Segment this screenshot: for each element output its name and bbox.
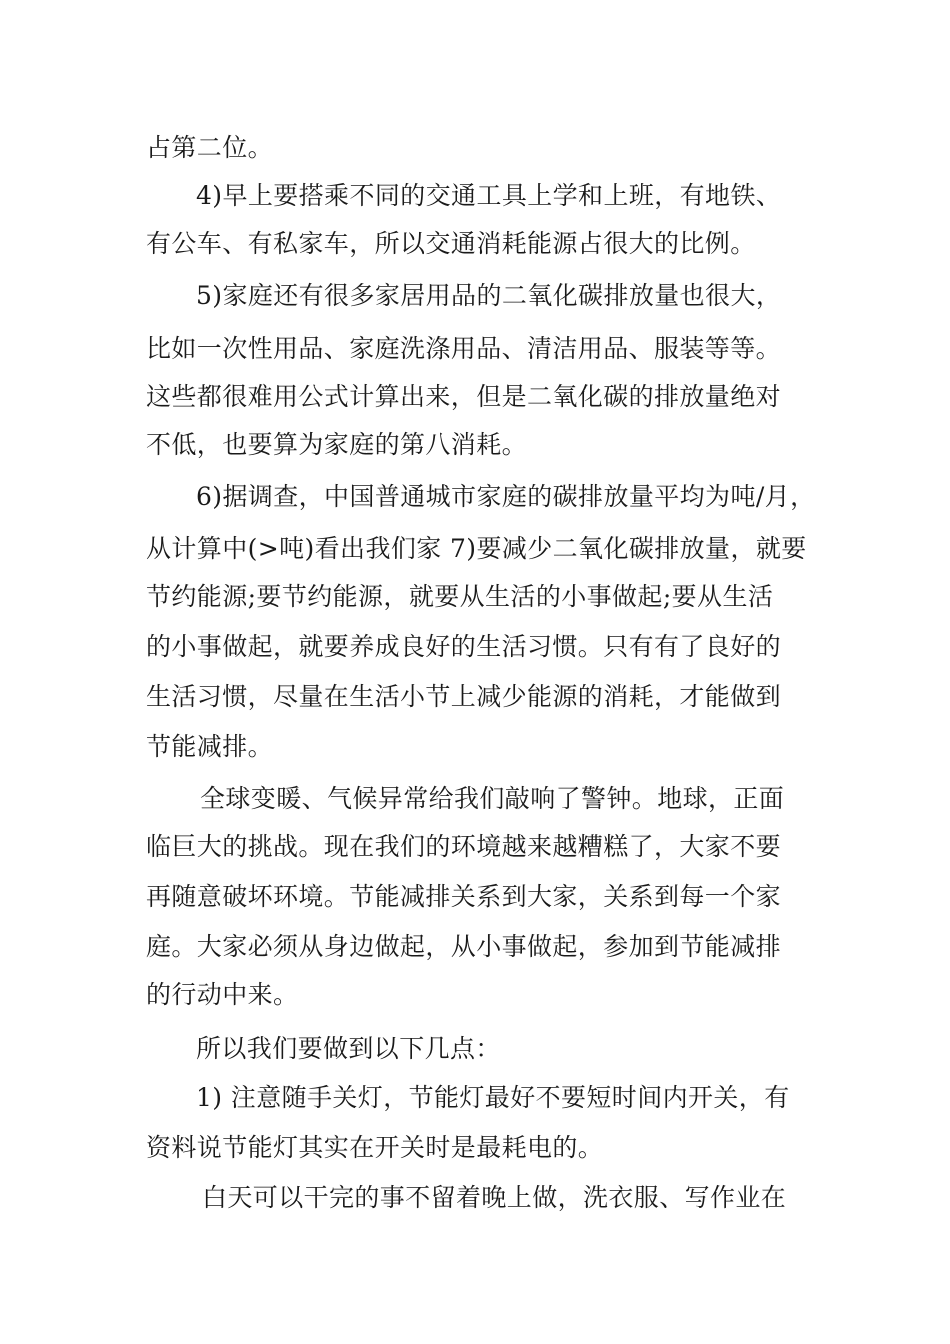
text-line: 再随意破坏环境。节能减排关系到大家，关系到每一个家 <box>146 882 782 911</box>
text-line: 白天可以干完的事不留着晚上做，洗衣服、写作业在 <box>202 1183 787 1212</box>
text-line: 比如一次性用品、家庭洗涤用品、清洁用品、服装等等。 <box>146 334 782 363</box>
text-line: 这些都很难用公式计算出来，但是二氧化碳的排放量绝对 <box>146 382 782 411</box>
text-line: 1) 注意随手关灯，节能灯最好不要短时间内开关，有 <box>196 1083 790 1112</box>
text-line: 不低，也要算为家庭的第八消耗。 <box>146 430 528 459</box>
text-line: 有公车、有私家车，所以交通消耗能源占很大的比例。 <box>146 229 756 258</box>
text-line: 节约能源;要节约能源，就要从生活的小事做起;要从生活 <box>146 582 774 611</box>
text-line: 资料说节能灯其实在开关时是最耗电的。 <box>146 1133 604 1162</box>
text-line: 庭。大家必须从身边做起，从小事做起，参加到节能减排 <box>146 932 782 961</box>
text-line: 全球变暖、气候异常给我们敲响了警钟。地球，正面 <box>200 784 785 813</box>
text-line: 5)家庭还有很多家居用品的二氧化碳排放量也很大， <box>196 281 782 310</box>
text-line: 的小事做起，就要养成良好的生活习惯。只有有了良好的 <box>146 632 782 661</box>
text-line: 临巨大的挑战。现在我们的环境越来越糟糕了，大家不要 <box>146 832 782 861</box>
text-line: 所以我们要做到以下几点： <box>196 1034 501 1063</box>
text-line: 4)早上要搭乘不同的交通工具上学和上班，有地铁、 <box>196 181 782 210</box>
text-line: 从计算中(>吨)看出我们家 7)要减少二氧化碳排放量，就要 <box>146 534 807 563</box>
text-line: 节能减排。 <box>146 732 274 761</box>
text-line: 的行动中来。 <box>146 980 299 1009</box>
text-line: 生活习惯，尽量在生活小节上减少能源的消耗，才能做到 <box>146 682 782 711</box>
text-line: 占第二位。 <box>146 133 274 162</box>
text-line: 6)据调查，中国普通城市家庭的碳排放量平均为吨/月， <box>196 482 816 511</box>
